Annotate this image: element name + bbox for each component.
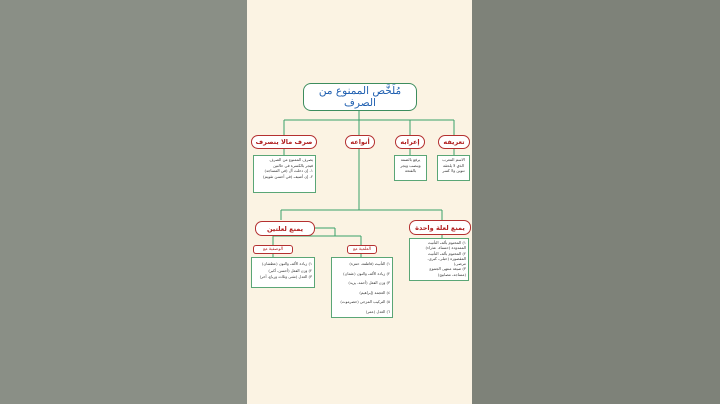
types-heading: أنواعه [345, 135, 375, 149]
connector-lines [247, 0, 472, 404]
descriptive-line: ٣) العدل (مثنى وثلاث ورباع، أخر) [259, 274, 312, 279]
parsing-line: يرفع بالضمة [400, 157, 421, 162]
proper-line: ٤) العجمة (إبراهيم) [359, 289, 390, 295]
inflection-line: فيجر بالكسرة في حالتين [273, 162, 313, 168]
summary-diagram [247, 0, 472, 404]
definition-line: تنوين ولا كسر [442, 168, 465, 174]
proper-content [331, 257, 393, 318]
proper-line: ٢) زيادة الألف والنون (عثمان) [343, 270, 390, 276]
parsing-content [394, 155, 427, 181]
one-cause-line: ٣) صيغة منتهى الجموع [429, 266, 466, 272]
one-cause-line: مرضى) [453, 261, 466, 267]
parsing-line: بالفتحة [404, 168, 417, 174]
one-cause-line: المقصورة (حبلى، كبرى، [427, 255, 466, 261]
definition-line: الذي لا يلحقه [443, 162, 464, 168]
proper-line: ١) التأنيث (فاطمة، حمزة) [349, 261, 390, 266]
inflection-heading: صرف مالا ينصرف [251, 135, 317, 149]
one-cause-content [409, 238, 469, 281]
descriptive-line: ١) زيادة الألف والنون (عطشان) [261, 261, 312, 266]
inflection-content [253, 155, 316, 193]
two-causes-heading: يمنع لعلتين [255, 221, 315, 236]
left-blur-panel [0, 0, 247, 404]
one-cause-line: (مساجد، مصابيح) [437, 271, 466, 277]
diagram-title: مُلَخَّص الممنوع من الصرف [303, 83, 417, 111]
one-cause-line: الممدودة (حسناء، عذراء) [425, 245, 466, 251]
proper-heading: العلمية مع [347, 245, 377, 254]
definition-content [437, 155, 470, 181]
one-cause-line: ١) المختوم بألف التأنيث [427, 240, 466, 245]
definition-line: الاسم المعرب [442, 157, 465, 162]
descriptive-content [251, 257, 315, 288]
one-cause-heading: يمنع لعلة واحدة [409, 220, 471, 235]
proper-line: ٣) وزن الفعل (أحمد، يزيد) [348, 280, 390, 286]
right-blur-panel [472, 0, 720, 404]
inflection-line: ١- إن دخلت أل (في المساجد) [264, 168, 313, 174]
proper-line: ٦) العدل (عمر) [365, 308, 390, 314]
inflection-line: ٢- إن أضيف (في أحسن تقويم) [263, 173, 313, 179]
parsing-heading: إعرابه [395, 135, 425, 149]
one-cause-line: ٢) المختوم بألف التأنيث [427, 250, 466, 256]
parsing-line: وينصب ويجر [400, 162, 421, 168]
proper-line: ٥) التركيب المزجي (حضرموت) [340, 299, 390, 305]
inflection-line: يصرف الممنوع من الصرف [269, 157, 313, 162]
definition-heading: تعريفه [438, 135, 470, 149]
descriptive-heading: الوصفية مع [253, 245, 293, 254]
descriptive-line: ٢) وزن الفعل (أحسن، أكبر) [268, 267, 312, 273]
